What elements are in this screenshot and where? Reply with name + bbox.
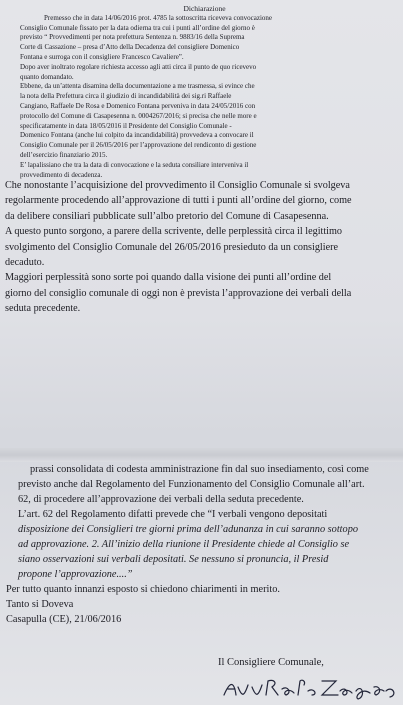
section-bottom (0, 462, 403, 705)
text-line: Fontana e surroga con il consigliere Francesco Cavaliere”. (20, 52, 184, 61)
text-line: ad approvazione. 2. All’inizio della riunione il Presidente chiede al Consiglio se (18, 539, 350, 550)
signer-role: Il Consigliere Comunale, (218, 657, 324, 668)
text-line: previsto “ Provvedimenti per nota prefettura Sentenza n. 9883/16 della Suprema (20, 33, 245, 42)
handwritten-signature (222, 675, 402, 701)
text-line: giorno del consiglio comunale di oggi non è prevista l’approvazione dei verbali della (5, 287, 352, 299)
text-line: la nota della Prefettura circa il giudizio di incandidabilità dei sig.ri Raffaele (20, 92, 232, 101)
text-line: specificatamente in data 18/05/2016 il Presidente del Consiglio Comunale - (20, 121, 232, 130)
text-line: A questo punto sorgono, a parere della scrivente, delle perplessità circa il legittimo (5, 226, 343, 238)
text-line: da delibere consiliari pubblicate sull’albo pretorio del Comune di Casapesenna. (5, 210, 329, 222)
text-line: Domenico Fontana (anche lui colpito da incandidabilità) provvedeva a convocare il (20, 131, 254, 140)
text-line: Premesso che in data 14/06/2016 prot. 4785 la sottoscritta riceveva convocazione (44, 13, 273, 22)
text-line: Cangiano, Raffaele De Rosa e Domenico Fontana perveniva in data 24/05/2016 con (20, 101, 256, 110)
text-line: L’art. 62 del Regolamento difatti prevede che “I verbali vengono depositati (18, 509, 328, 520)
text-line: regolarmente procedendo all’approvazione di tutti i punti all’ordine del giorno, come (5, 195, 352, 207)
text-line: Casapulla (CE), 21/06/2016 (6, 614, 122, 625)
text-line: Che nonostante l’acquisizione del provvedimento il Consiglio Comunale si svolgeva (5, 180, 350, 191)
paper-fold (0, 448, 403, 462)
text-line: Consiglio Comunale per il 26/05/2016 per l’approvazione del rendiconto di gestione (20, 141, 257, 150)
text-line: previsto anche dal Regolamento del Funzionamento del Consiglio Comunale all’art. (18, 479, 365, 490)
text-line: dell’esercizio finanziario 2015. (20, 150, 108, 159)
text-line: quanto domandato. (20, 72, 74, 81)
section-middle (0, 176, 403, 448)
text-line: seduta precedente. (5, 303, 81, 315)
text-line: Maggiori perplessità sono sorte poi quando dalla visione dei punti all’ordine del (5, 272, 332, 284)
text-line: Tanto si Doveva (6, 599, 74, 610)
text-line: Ebbene, da un’attenta disamina della documentazione a me trasmessa, si evince che (20, 82, 255, 91)
text-line: Consiglio Comunale fissato per la data odierna tra cui i punti all’ordine del giorno è (20, 23, 255, 32)
text-line: propone l’approvazione....” (18, 569, 133, 580)
document-title: Dichiarazione (183, 4, 226, 13)
text-line: disposizione dei Consiglieri tre giorni prima dell’adunanza in cui saranno sottopo (18, 524, 358, 535)
text-line: E’ lapalissiano che tra la data di convocazione e la seduta consiliare interveniva il (20, 160, 249, 169)
text-line: siano osservazioni sui verbali depositati. Se nessuno si pronuncia, il Presid (18, 554, 329, 565)
text-line: decaduto. (5, 257, 45, 269)
section-top (0, 0, 403, 179)
text-line: Corte di Cassazione – presa d’Atto della Decadenza del consigliere Domenico (20, 43, 240, 52)
text-line: protocollo del Comune di Casapesenna n. 0004267/2016; si precisa che nelle more e (20, 111, 257, 120)
text-line: svolgimento del Consiglio Comunale del 26/05/2016 presieduto da un consigliere (5, 241, 339, 253)
text-line: 62, di procedere all’approvazione dei verbali della seduta precedente. (18, 494, 304, 505)
text-line: prassi consolidata di codesta amministrazione fin dal suo insediamento, così come (30, 464, 369, 475)
text-line: Per tutto quanto innanzi esposto si chiedono chiarimenti in merito. (6, 584, 280, 595)
text-line: Dopo aver inoltrato regolare richiesta accesso agli atti circa il punto de quo ricevevo (20, 62, 257, 71)
text-line: provvedimento di decadenza. (20, 170, 103, 179)
